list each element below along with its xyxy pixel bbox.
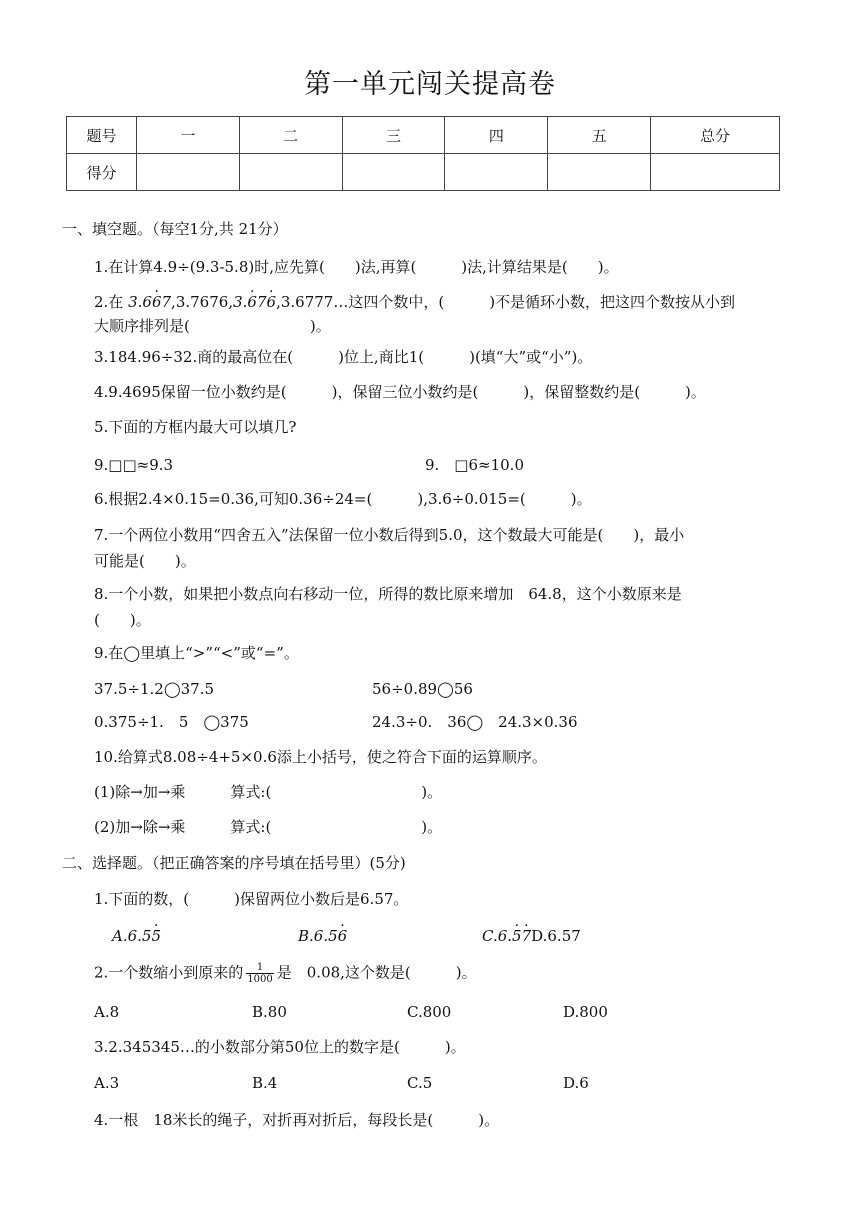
header-cell: 二 <box>239 117 342 154</box>
question-1-9-c: 0.375÷1. 5 ◯375 <box>94 713 249 731</box>
option-2-2-d: D.800 <box>563 1003 608 1021</box>
option-2-3-c: C.5 <box>407 1074 433 1092</box>
question-1-9-a: 37.5÷1.2◯37.5 <box>94 680 215 698</box>
option-2-3-b: B.4 <box>252 1074 278 1092</box>
section1-heading: 一、填空题。（每空1分,共 21分） <box>62 220 288 238</box>
page-title: 第一单元闯关提高卷 <box>304 69 556 100</box>
score-cell[interactable] <box>445 154 548 191</box>
question-2-3: 3.2.345345…的小数部分第50位上的数字是( )。 <box>94 1038 466 1056</box>
question-1-3: 3.184.96÷32.商的最高位在( )位上,商比1( )(填“大”或“小”)。 <box>94 348 593 366</box>
question-1-8: 8.一个小数，如果把小数点向右移动一位，所得的数比原来增加 64.8，这个小数原来是 <box>94 585 682 603</box>
option-2-3-d: D.6 <box>563 1074 589 1092</box>
option-2-2-a: A.8 <box>94 1003 120 1021</box>
q2-2-suffix: 是 0.08,这个数是( )。 <box>276 963 477 982</box>
q2-number-a: 3.66 ·7 <box>128 293 171 311</box>
fraction: $\frac{1}{1000}$ <box>247 962 273 985</box>
header-cell: 五 <box>548 117 651 154</box>
question-1-5-b: 9. □6≈10.0 <box>425 456 524 474</box>
header-cell: 四 <box>445 117 548 154</box>
question-1-8-line2: ( )。 <box>94 611 151 629</box>
question-1-5: 5.下面的方框内最大可以填几? <box>94 418 297 436</box>
question-1-10: 10.给算式8.08÷4+5×0.6添上小括号，使之符合下面的运算顺序。 <box>94 748 547 766</box>
q2-number-d: 3.6777 <box>280 293 334 311</box>
q2-2-prefix: 2.一个数缩小到原来的 <box>94 963 244 982</box>
q2-prefix: 2.在 <box>94 293 129 311</box>
score-cell[interactable] <box>239 154 342 191</box>
question-1-6: 6.根据2.4×0.15=0.36,可知0.36÷24=( ),3.6÷0.015=( )。 <box>94 490 592 508</box>
question-2-1: 1.下面的数，( )保留两位小数后是6.57。 <box>94 890 409 908</box>
option-2-1-a: A.6.55 · <box>112 926 161 946</box>
question-1-9-b: 56÷0.89◯56 <box>372 680 473 698</box>
question-1-10-2: (2)加→除→乘 算式:( )。 <box>94 818 443 836</box>
question-1-9-d: 24.3÷0. 36◯ 24.3×0.36 <box>372 713 578 731</box>
question-2-4: 4.一根 18米长的绳子，对折再对折后，每段长是( )。 <box>94 1111 500 1129</box>
section2-heading: 二、选择题。（把正确答案的序号填在括号里）(5分) <box>62 854 406 872</box>
score-table-score-row <box>67 154 780 191</box>
option-2-1-b: B.6.56 · <box>298 926 347 946</box>
question-1-10-1: (1)除→加→乘 算式:( )。 <box>94 783 443 801</box>
option-2-2-c: C.800 <box>407 1003 452 1021</box>
score-cell[interactable] <box>136 154 239 191</box>
question-1-2-line2: 大顺序排列是( )。 <box>94 317 331 335</box>
header-cell: 三 <box>342 117 445 154</box>
question-1-9: 9.在◯里填上“>”“<”或“=”。 <box>94 644 299 662</box>
header-cell: 一 <box>136 117 239 154</box>
option-2-2-b: B.80 <box>252 1003 287 1021</box>
score-cell[interactable] <box>342 154 445 191</box>
header-cell: 总分 <box>651 117 780 154</box>
header-cell: 题号 <box>67 117 137 154</box>
row-label-cell: 得分 <box>67 154 137 191</box>
q2-number-c: 3.6 ·76 · <box>233 293 276 311</box>
score-cell[interactable] <box>548 154 651 191</box>
option-2-1-cd: C.6.5 ·7 ·D.6.57 <box>482 926 581 946</box>
score-table <box>66 116 780 191</box>
q2-suffix: …这四个数中，( )不是循环小数，把这四个数按从小到 <box>333 293 736 311</box>
score-table-header-row <box>67 117 780 154</box>
question-1-7: 7.一个两位小数用“四舍五入”法保留一位小数后得到5.0，这个数最大可能是( )，最小 <box>94 526 685 544</box>
score-cell[interactable] <box>651 154 780 191</box>
question-1-7-line2: 可能是( )。 <box>94 552 196 570</box>
q2-number-b: 3.7676 <box>175 293 229 311</box>
question-1-1: 1.在计算4.9÷(9.3-5.8)时,应先算( )法,再算( )法,计算结果是( )。 <box>94 258 619 276</box>
question-1-4: 4.9.4695保留一位小数约是( )，保留三位小数约是( )，保留整数约是( )。 <box>94 383 706 401</box>
question-2-2 <box>94 962 477 985</box>
question-1-2: 2.在 3.66 ·7,3.7676,3.6 ·76 ·,3.6777…这四个数中，( )不是循环小数，把这四个数按从小到 <box>94 292 735 312</box>
option-2-3-a: A.3 <box>94 1074 120 1092</box>
question-1-5-a: 9.□□≈9.3 <box>94 456 174 474</box>
